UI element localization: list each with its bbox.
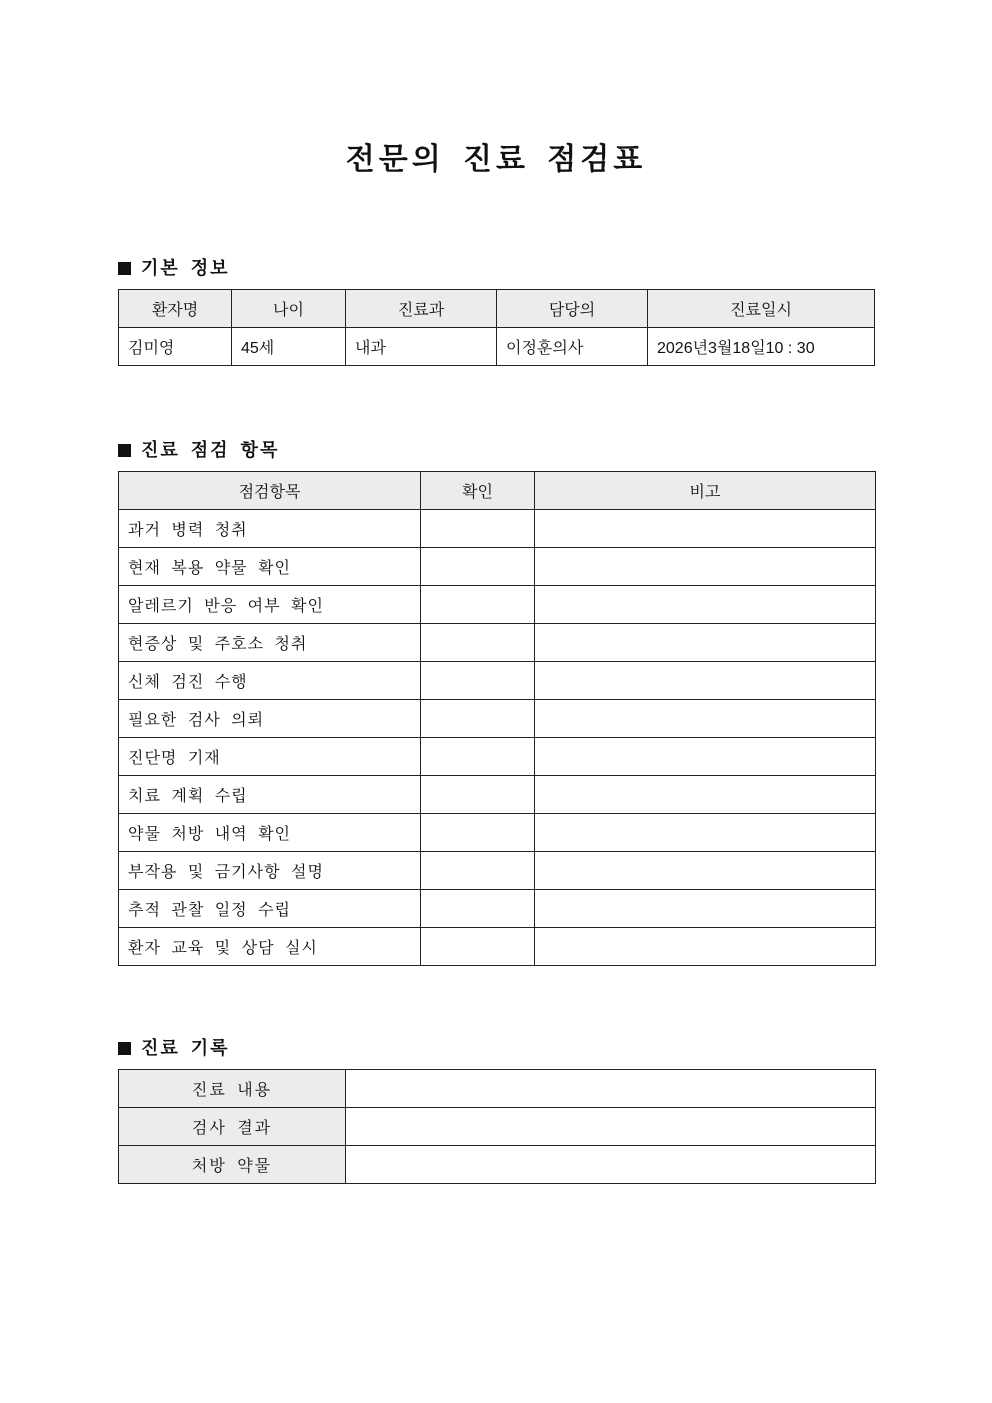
datetime[interactable]: 2026년3월18일10 : 30 — [648, 328, 875, 366]
table-row — [119, 738, 876, 776]
treatment-content-field[interactable] — [346, 1070, 876, 1108]
note-cell[interactable] — [535, 700, 876, 738]
header-datetime: 진료일시 — [648, 290, 875, 328]
basic-info-table — [118, 289, 875, 366]
note-cell[interactable] — [535, 776, 876, 814]
confirm-cell[interactable] — [421, 548, 535, 586]
page-title: 전문의 진료 점검표 — [345, 143, 647, 176]
confirm-cell[interactable] — [421, 928, 535, 966]
confirm-cell[interactable] — [421, 776, 535, 814]
check-item-label: 부작용 및 금기사항 설명 — [119, 852, 421, 890]
header-age: 나이 — [232, 290, 346, 328]
section-basic-info — [118, 254, 230, 280]
table-row — [119, 548, 876, 586]
confirm-cell[interactable] — [421, 510, 535, 548]
section-heading: 진료 점검 항목 — [141, 440, 280, 460]
confirm-cell[interactable] — [421, 700, 535, 738]
note-cell[interactable] — [535, 814, 876, 852]
department[interactable]: 내과 — [346, 328, 497, 366]
prescribed-drugs-field[interactable] — [346, 1146, 876, 1184]
test-results-field[interactable] — [346, 1108, 876, 1146]
checklist-table — [118, 471, 876, 966]
check-item-label: 현재 복용 약물 확인 — [119, 548, 421, 586]
note-cell[interactable] — [535, 928, 876, 966]
section-heading: 진료 기록 — [141, 1038, 230, 1058]
table-row — [119, 586, 876, 624]
note-cell[interactable] — [535, 852, 876, 890]
check-item-label: 현증상 및 주호소 청취 — [119, 624, 421, 662]
section-checklist — [118, 436, 279, 462]
patient-name[interactable]: 김미영 — [119, 328, 232, 366]
check-item-label: 필요한 검사 의뢰 — [119, 700, 421, 738]
header-doctor: 담당의 — [497, 290, 648, 328]
square-bullet-icon — [118, 262, 131, 275]
check-item-label: 과거 병력 청취 — [119, 510, 421, 548]
section-heading: 기본 정보 — [141, 258, 230, 278]
note-cell[interactable] — [535, 510, 876, 548]
table-row — [119, 814, 876, 852]
table-row — [119, 776, 876, 814]
note-cell[interactable] — [535, 624, 876, 662]
label-test-results: 검사 결과 — [119, 1108, 346, 1146]
table-row — [119, 624, 876, 662]
note-cell[interactable] — [535, 586, 876, 624]
square-bullet-icon — [118, 444, 131, 457]
table-row — [119, 928, 876, 966]
check-item-label: 알레르기 반응 여부 확인 — [119, 586, 421, 624]
section-record — [118, 1034, 230, 1060]
table-row — [119, 852, 876, 890]
confirm-cell[interactable] — [421, 662, 535, 700]
header-patient-name: 환자명 — [119, 290, 232, 328]
check-item-label: 신체 검진 수행 — [119, 662, 421, 700]
square-bullet-icon — [118, 1042, 131, 1055]
confirm-cell[interactable] — [421, 814, 535, 852]
note-cell[interactable] — [535, 548, 876, 586]
confirm-cell[interactable] — [421, 852, 535, 890]
header-check-item: 점검항목 — [119, 472, 421, 510]
check-item-label: 진단명 기재 — [119, 738, 421, 776]
doctor[interactable]: 이정훈의사 — [497, 328, 648, 366]
header-note: 비고 — [535, 472, 876, 510]
record-table — [118, 1069, 876, 1184]
table-row — [119, 890, 876, 928]
note-cell[interactable] — [535, 662, 876, 700]
table-row — [119, 510, 876, 548]
check-item-label: 치료 계획 수립 — [119, 776, 421, 814]
check-item-label: 약물 처방 내역 확인 — [119, 814, 421, 852]
table-row — [119, 662, 876, 700]
confirm-cell[interactable] — [421, 624, 535, 662]
check-item-label: 환자 교육 및 상담 실시 — [119, 928, 421, 966]
label-prescribed-drugs: 처방 약물 — [119, 1146, 346, 1184]
header-confirm: 확인 — [421, 472, 535, 510]
confirm-cell[interactable] — [421, 738, 535, 776]
note-cell[interactable] — [535, 890, 876, 928]
confirm-cell[interactable] — [421, 890, 535, 928]
age[interactable]: 45세 — [232, 328, 346, 366]
note-cell[interactable] — [535, 738, 876, 776]
check-item-label: 추적 관찰 일정 수립 — [119, 890, 421, 928]
header-department: 진료과 — [346, 290, 497, 328]
confirm-cell[interactable] — [421, 586, 535, 624]
label-treatment-content: 진료 내용 — [119, 1070, 346, 1108]
table-row — [119, 700, 876, 738]
